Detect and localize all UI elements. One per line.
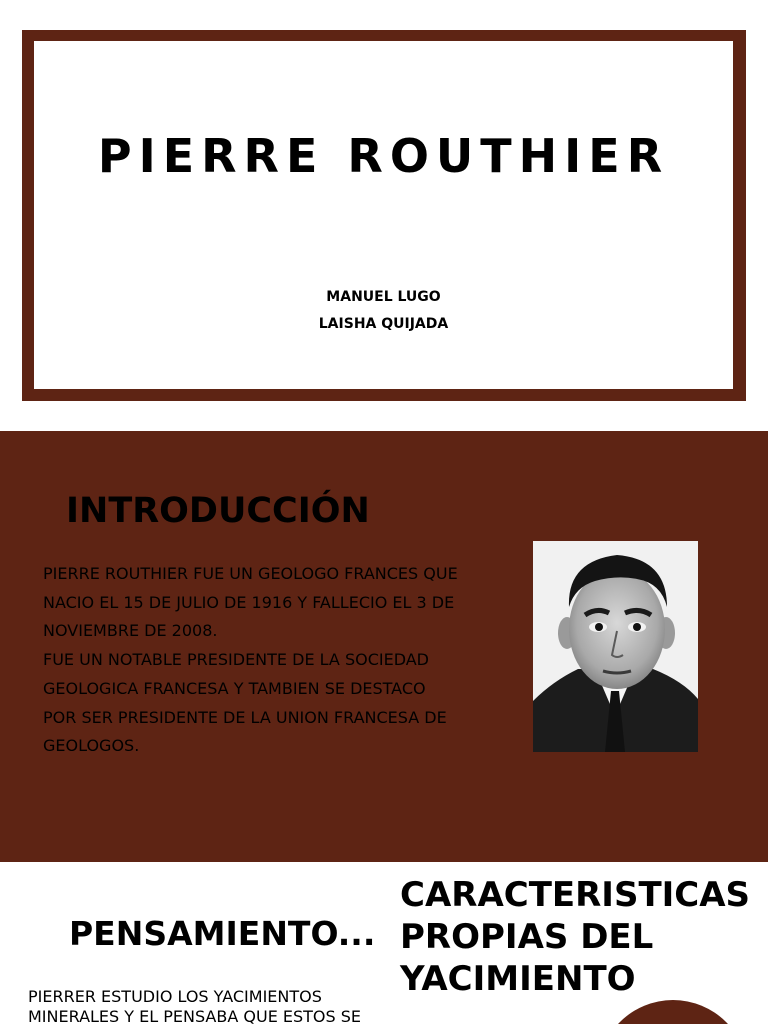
thought-line: PIERRER ESTUDIO LOS YACIMIENTOS	[28, 987, 322, 1006]
author-name: MANUEL LUGO	[326, 289, 441, 305]
introduction-body	[43, 560, 463, 761]
characteristics-heading	[400, 874, 750, 1000]
introduction-heading: INTRODUCCIÓN	[66, 491, 370, 531]
characteristics-heading-line: YACIMIENTO	[400, 959, 636, 999]
characteristics-heading-line: CARACTERISTICAS	[400, 875, 751, 915]
thought-body	[28, 987, 408, 1024]
portrait-illustration	[533, 541, 698, 752]
thought-line: MINERALES Y EL PENSABA QUE ESTOS SE	[28, 1007, 362, 1024]
portrait-photo	[533, 541, 698, 752]
author-list	[34, 284, 733, 338]
main-title: PIERRE ROUTHIER	[97, 129, 670, 183]
author-name: LAISHA QUIJADA	[318, 316, 449, 332]
title-card	[34, 41, 733, 389]
introduction-paragraph: FUE UN NOTABLE PRESIDENTE DE LA SOCIEDAD GEOLOGICA FRANCESA Y TAMBIEN SE DESTACO POR SER PRESIDENTE DE LA UNION FRANCESA DE GEOLOGOS.	[43, 650, 447, 756]
thought-slide	[0, 862, 768, 1024]
decorative-circle	[598, 1000, 748, 1024]
introduction-slide	[0, 431, 768, 862]
thought-heading: PENSAMIENTO...	[69, 914, 376, 953]
title-slide	[22, 30, 746, 401]
characteristics-heading-line: PROPIAS DEL	[400, 917, 654, 957]
introduction-paragraph: PIERRE ROUTHIER FUE UN GEOLOGO FRANCES QUE NACIO EL 15 DE JULIO DE 1916 Y FALLECIO EL 3 DE NOVIEMBRE DE 2008.	[43, 564, 458, 641]
